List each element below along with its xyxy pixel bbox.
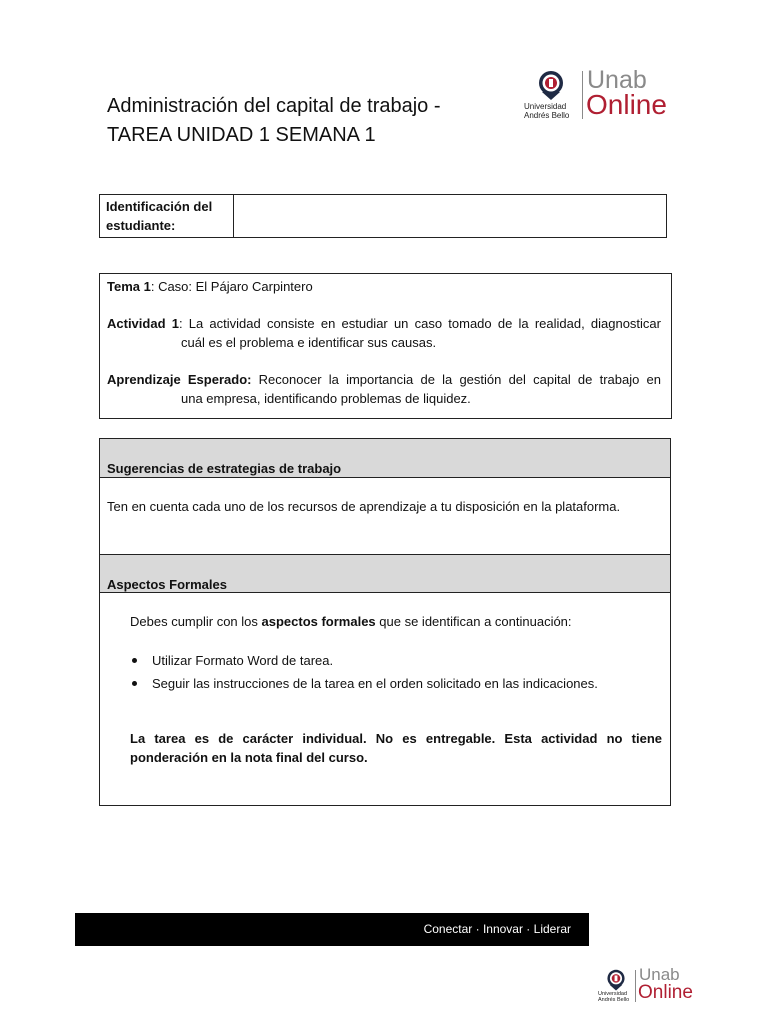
- footer-logo: [598, 967, 698, 1007]
- brand-unab: Unab: [639, 965, 680, 984]
- student-identification-table: [99, 194, 667, 238]
- university-name-line-1: Universidad: [524, 102, 567, 111]
- formal-intro-after: que se identifican a continuación:: [375, 614, 572, 629]
- brand-online: Online: [586, 89, 667, 120]
- formal-intro-bold: aspectos formales: [261, 614, 376, 629]
- brand-online: Online: [638, 982, 693, 1003]
- activity-info-box: [99, 273, 672, 419]
- student-identification-field[interactable]: [234, 195, 666, 237]
- formal-aspects-header: Aspectos Formales: [100, 554, 670, 593]
- formal-intro-before: Debes cumplir con los: [130, 614, 262, 629]
- aprendizaje-line-1: [107, 370, 661, 389]
- final-note-line-1: La tarea es de carácter individual. No es entregable. Esta actividad no tiene: [130, 731, 662, 746]
- tema-label: Tema 1: [107, 279, 151, 294]
- tema-text: : Caso: El Pájaro Carpintero: [150, 279, 313, 294]
- list-item: [130, 674, 662, 693]
- bullet-icon: [132, 658, 137, 663]
- brand-unab: Unab: [587, 66, 647, 94]
- list-item: [130, 651, 662, 670]
- aprendizaje-text-1: Reconocer la importancia de la gestión del capital de trabajo en: [251, 372, 661, 387]
- aprendizaje-line-2: una empresa, identificando problemas de liquidez.: [181, 391, 471, 406]
- instructions-table: [99, 438, 671, 806]
- title-line-2: TAREA UNIDAD 1 SEMANA 1: [107, 124, 376, 146]
- bullet-icon: [132, 681, 137, 686]
- student-identification-label: Identificación del estudiante:: [100, 195, 234, 237]
- document-title: [107, 92, 497, 150]
- logo-divider: [582, 71, 583, 119]
- unab-online-logo: [524, 67, 674, 122]
- formal-aspects-section: [100, 593, 670, 767]
- suggestions-text: Ten en cuenta cada uno de los recursos de aprendizaje a tu disposición en la plataforma.: [107, 499, 621, 514]
- final-note-line-2: ponderación en la nota final del curso.: [130, 750, 368, 765]
- formal-requirements-list: [130, 651, 662, 693]
- university-name-line-1: Universidad: [598, 991, 628, 997]
- footer-bar: [75, 913, 589, 946]
- actividad-line-2: cuál es el problema e identificar sus causas.: [181, 335, 437, 350]
- actividad-label: Actividad 1: [107, 316, 179, 331]
- formal-intro: [130, 612, 662, 631]
- university-crest-icon: [537, 70, 565, 102]
- list-item-text: Seguir las instrucciones de la tarea en el orden solicitado en las indicaciones.: [152, 676, 598, 691]
- tema-line: [107, 277, 661, 296]
- suggestions-header: Sugerencias de estrategias de trabajo: [100, 439, 670, 478]
- list-item-text: Utilizar Formato Word de tarea.: [152, 653, 334, 668]
- university-name-line-2: Andrés Bello: [598, 997, 630, 1003]
- actividad-line-1: [107, 314, 661, 333]
- university-crest-icon: [606, 969, 626, 992]
- actividad-text-1: : La actividad consiste en estudiar un caso tomado de la realidad, diagnosticar: [178, 316, 661, 331]
- aprendizaje-label: Aprendizaje Esperado:: [107, 372, 252, 387]
- university-name-line-2: Andrés Bello: [524, 111, 570, 120]
- title-line-1: Administración del capital de trabajo -: [107, 95, 441, 117]
- footer-slogan: Conectar · Innovar · Liderar: [423, 922, 571, 936]
- logo-divider: [635, 970, 636, 1002]
